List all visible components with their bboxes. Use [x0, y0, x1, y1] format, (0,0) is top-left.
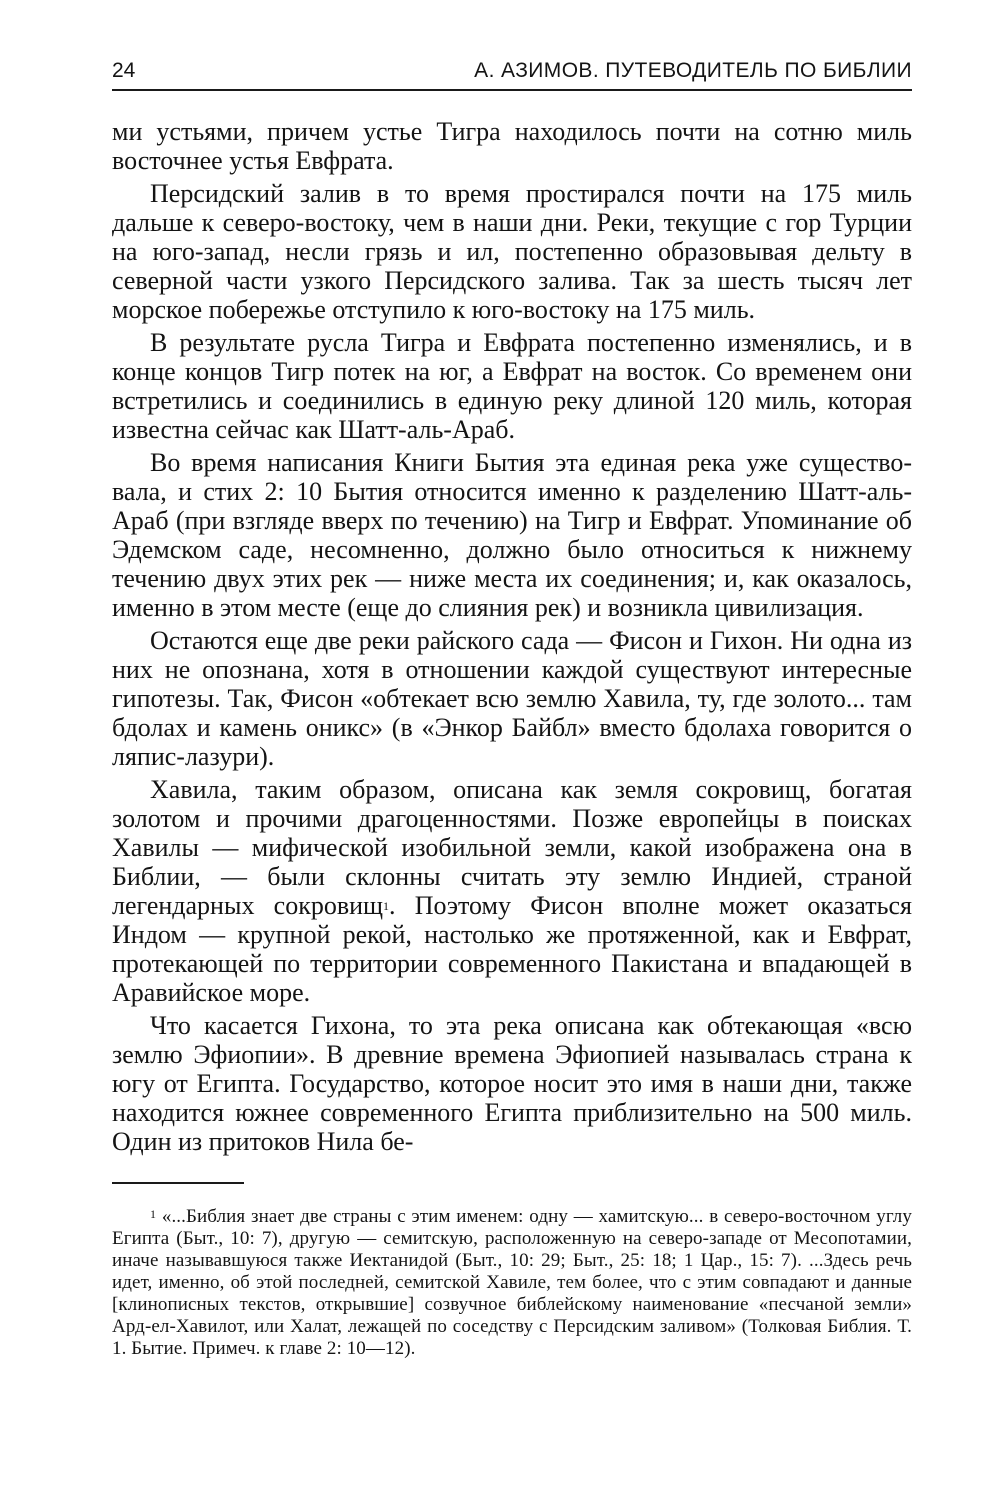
paragraph-river-beds: В результате русла Тигра и Евфрата постепенно изменялись, и в конце концов Тигр потек на юг, а Евфрат на восток. Со временем они встретились и соединились в единую реку длиной 120 миль, которая известна сейчас как Шатт-аль-Араб.	[112, 328, 912, 444]
footnote-divider	[112, 1182, 244, 1184]
footnote-marker: 1	[150, 1207, 157, 1221]
main-text	[112, 117, 912, 1156]
footnotes	[112, 1206, 912, 1360]
paragraph-continuation: ми устьями, причем устье Тигра находилось почти на сотню миль восточнее устья Евфрата.	[112, 117, 912, 175]
book-page	[112, 58, 912, 1360]
running-title: А. АЗИМОВ. ПУТЕВОДИТЕЛЬ ПО БИБЛИИ	[474, 59, 912, 82]
footnote-text: «...Библия знает две страны с этим именем: одну — хамитскую... в северо-восточном углу Египта (Быт., 10: 7), другую — семитскую, расположенную на северо-западе от Месопотамии, иначе называвшуюся также Иектанидой (Быт., 10: 29; Быт., 25: 18; 1 Цар., 15: 7). ...Здесь речь идет, именно, об этой последней, семитской Хавиле, тем более, что с этим совпадают и данные [клинописных текстов, открывшие] созвучное библейскому наименование «песчаной земли» Ард-ел-Хавилот, или Халат, лежащей по соседству с Персидским заливом» (Толковая Библия. Т. 1. Бытие. Примеч. к главе 2: 10—12).	[112, 1206, 912, 1359]
paragraph-havilah	[112, 775, 912, 1007]
paragraph-book-of-genesis: Во время написания Книги Бытия эта единая река уже существовала, и стих 2: 10 Бытия относится именно к разделению Шатт-аль-Араб (при взгляде вверх по течению) на Тигр и Евфрат. Упоминание об Эдемском саде, несомненно, должно было относиться к нижнему течению двух этих рек — ниже места их соединения; и, как оказалось, именно в этом месте (еще до слияния рек) и возникла цивилизация.	[112, 448, 912, 622]
running-head	[112, 58, 912, 91]
havilah-text-after-note: . Поэтому Фисон вполне может оказаться Индом — крупной рекой, настолько же протяженной, как и Евфрат, протекающей по территории современного Пакистана и впадающей в Аравийское море.	[112, 891, 912, 1007]
paragraph-persian-gulf: Персидский залив в то время простирался почти на 175 миль дальше к северо-востоку, чем в наши дни. Реки, текущие с гор Турции на юго-запад, несли грязь и ил, постепенно образовывая дельту в северной части узкого Персидского залива. Так за шесть тысяч лет морское побережье отступило к юго-востоку на 175 миль.	[112, 179, 912, 324]
havilah-text-before-note: Хавила, таким образом, описана как земля сокровищ, богатая золотом и прочими драгоценностями. Позже европейцы в поисках Хавилы — мифической изобильной земли, какой изображена она в Библии, — были склонны считать эту землю Индией, страной легендарных сокровищ	[112, 775, 912, 920]
footnote-reference[interactable]: 1	[383, 899, 390, 913]
paragraph-pishon-gihon: Остаются еще две реки райского сада — Фисон и Гихон. Ни одна из них не опознана, хотя в отношении каждой существуют интересные гипотезы. Так, Фисон «обтекает всю землю Хавила, ту, где золото... там бдолах и камень оникс» (в «Энкор Байбл» вместо бдолаха говорится о ляпис-лазури).	[112, 626, 912, 771]
footnote-1	[112, 1206, 912, 1360]
paragraph-gihon: Что касается Гихона, то эта река описана как обтекающая «всю землю Эфиопии». В древние времена Эфиопией называлась страна к югу от Египта. Государство, которое носит это имя в наши дни, также находится южнее современного Египта приблизительно на 500 миль. Один из притоков Нила бе-	[112, 1011, 912, 1156]
page-number: 24	[112, 59, 136, 82]
